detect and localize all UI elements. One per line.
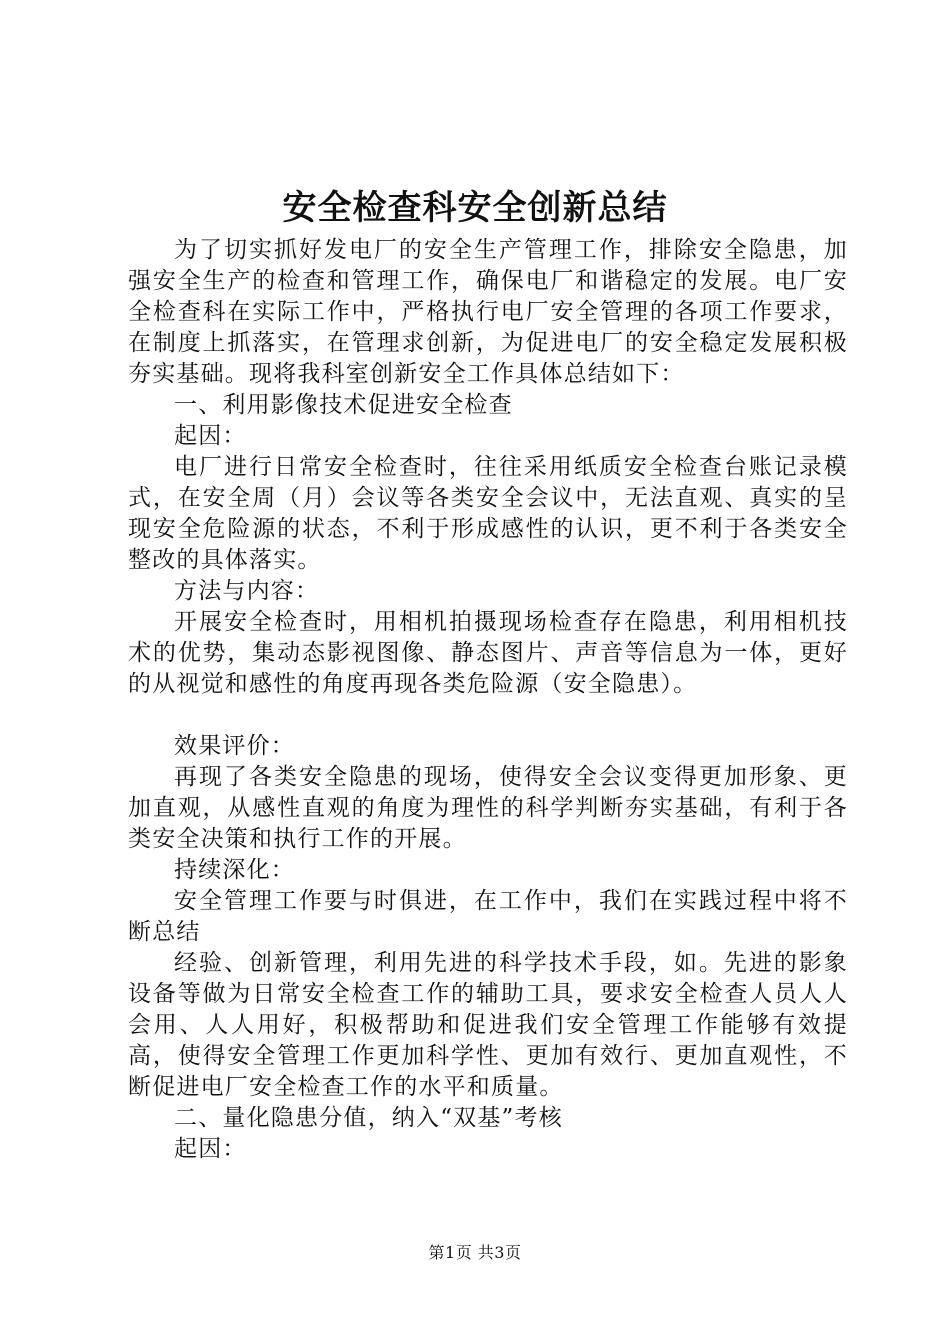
paragraph-cause-1: 电厂进行日常安全检查时，往往采用纸质安全检查台账记录模式，在安全周（月）会议等各类安全会议中，无法直观、真实的呈现安全危险源的状态，不利于形成感性的认识，更不利于各类安全整改的具体落实。 <box>128 454 848 573</box>
subheading-cause-2: 起因： <box>174 1136 247 1162</box>
paragraph-experience: 经验、创新管理，利用先进的科学技术手段，如。先进的影象设备等做为日常安全检查工作的辅助工具，要求安全检查人员人人会用、人人用好，积极帮助和促进我们安全管理工作能够有效提高，使得安全管理工作更加科学性、更加有效行、更加直观性，不断促进电厂安全检查工作的水平和质量。 <box>128 950 848 1100</box>
paragraph-deepen: 安全管理工作要与时俱进，在工作中，我们在实践过程中将不断总结 <box>128 888 848 945</box>
document-body <box>128 235 848 1165</box>
section-heading-1: 一、利用影像技术促进安全检查 <box>174 392 513 418</box>
paragraph-effect: 再现了各类安全隐患的现场，使得安全会议变得更加形象、更加直观，从感性直观的角度为理性的科学判断夯实基础，有利于各类安全决策和执行工作的开展。 <box>128 764 848 852</box>
blank-line <box>128 700 848 731</box>
subheading-cause-1: 起因： <box>174 423 247 449</box>
subheading-method: 方法与内容： <box>174 578 320 604</box>
page-footer: 第1页 共3页 <box>428 1243 522 1262</box>
document-title: 安全检查科安全创新总结 <box>282 188 668 228</box>
paragraph-intro: 为了切实抓好发电厂的安全生产管理工作，排除安全隐患，加强安全生产的检查和管理工作，确保电厂和谐稳定的发展。电厂安全检查科在实际工作中，严格执行电厂安全管理的各项工作要求，在制度上抓落实，在管理求创新，为促进电厂的安全稳定发展积极夯实基础。现将我科室创新安全工作具体总结如下： <box>128 237 848 387</box>
subheading-deepen: 持续深化： <box>174 857 295 883</box>
paragraph-method: 开展安全检查时，用相机拍摄现场检查存在隐患，利用相机技术的优势，集动态影视图像、静态图片、声音等信息为一体，更好的从视觉和感性的角度再现各类危险源（安全隐患）。 <box>128 609 848 697</box>
subheading-effect: 效果评价： <box>174 733 295 759</box>
section-heading-2: 二、量化隐患分值，纳入“双基”考核 <box>174 1105 563 1131</box>
